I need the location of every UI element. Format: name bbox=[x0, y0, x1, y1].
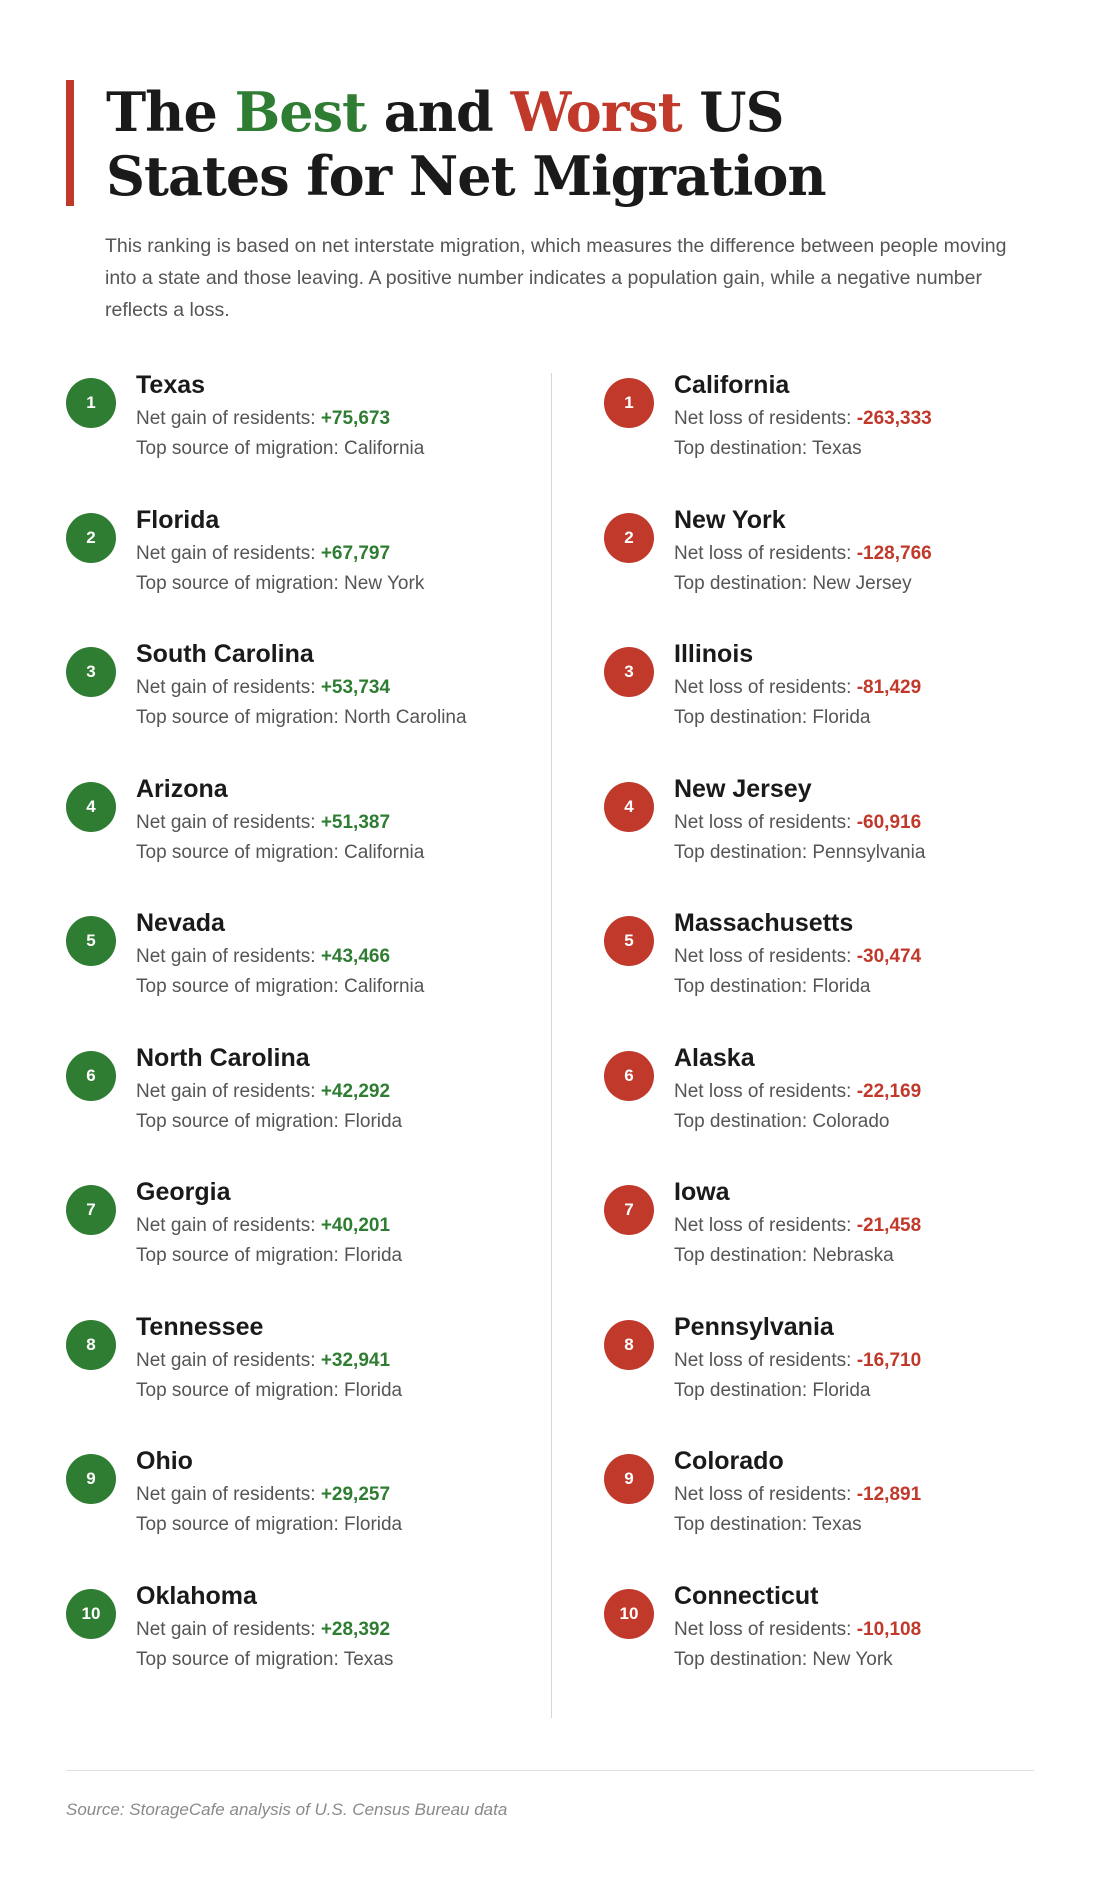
net-change-line bbox=[674, 1077, 921, 1107]
state-name: Massachusetts bbox=[674, 909, 854, 937]
rank-badge: 9 bbox=[66, 1454, 116, 1504]
top-migration-label: Top destination: bbox=[674, 841, 813, 863]
state-name: North Carolina bbox=[136, 1043, 310, 1072]
worst-state-item bbox=[604, 505, 1044, 640]
state-info bbox=[674, 774, 925, 868]
net-change-label: Net gain of residents: bbox=[136, 1080, 321, 1102]
net-change-value: +32,941 bbox=[320, 1349, 391, 1371]
rank-badge: 5 bbox=[604, 916, 654, 966]
top-migration-label: Top source of migration: bbox=[136, 1110, 345, 1132]
net-change-label: Net gain of residents: bbox=[136, 677, 321, 698]
state-name: South Carolina bbox=[136, 640, 314, 668]
top-migration-state: New Jersey bbox=[812, 572, 912, 594]
top-migration-label: Top destination: bbox=[674, 1245, 813, 1266]
rank-badge: 2 bbox=[604, 513, 654, 563]
best-state-item bbox=[66, 908, 506, 1043]
top-migration-label: Top destination: bbox=[674, 1379, 813, 1401]
top-migration-state: Texas bbox=[812, 438, 862, 459]
net-change-line bbox=[674, 539, 932, 569]
top-migration-line bbox=[674, 569, 932, 599]
worst-states-column bbox=[604, 370, 1044, 1715]
net-change-label: Net gain of residents: bbox=[136, 946, 321, 967]
state-info bbox=[674, 1177, 921, 1271]
rank-badge: 10 bbox=[604, 1589, 654, 1639]
rank-badge: 9 bbox=[604, 1454, 654, 1504]
column-divider bbox=[551, 373, 552, 1718]
top-migration-label: Top source of migration: bbox=[136, 841, 345, 863]
net-change-value: +29,257 bbox=[320, 1484, 391, 1505]
state-name: Illinois bbox=[674, 640, 754, 668]
state-info bbox=[136, 370, 424, 464]
top-migration-line bbox=[136, 1107, 402, 1137]
top-migration-line bbox=[136, 1376, 402, 1406]
top-migration-line bbox=[136, 1510, 402, 1540]
top-migration-line bbox=[674, 1107, 921, 1137]
top-migration-label: Top source of migration: bbox=[136, 572, 345, 594]
top-migration-state: Florida bbox=[344, 1245, 403, 1266]
state-info bbox=[136, 639, 467, 733]
top-migration-state: California bbox=[344, 976, 425, 997]
top-migration-line bbox=[674, 838, 925, 868]
top-migration-label: Top source of migration: bbox=[136, 1379, 345, 1401]
net-change-line bbox=[674, 404, 932, 434]
top-migration-line bbox=[674, 1510, 921, 1540]
state-name: Pennsylvania bbox=[674, 1312, 834, 1341]
worst-state-item bbox=[604, 1312, 1044, 1447]
net-change-value: +28,392 bbox=[320, 1618, 391, 1640]
top-migration-state: Florida bbox=[812, 1379, 871, 1401]
rank-badge: 5 bbox=[66, 916, 116, 966]
best-state-item bbox=[66, 1312, 506, 1447]
net-change-label: Net loss of residents: bbox=[674, 1215, 857, 1236]
state-info bbox=[136, 505, 424, 599]
top-migration-label: Top destination: bbox=[674, 1648, 813, 1670]
net-change-label: Net loss of residents: bbox=[674, 677, 857, 698]
state-name: Arizona bbox=[136, 774, 228, 803]
rank-badge: 8 bbox=[66, 1320, 116, 1370]
net-change-line bbox=[136, 673, 467, 703]
rank-badge: 2 bbox=[66, 513, 116, 563]
net-change-value: +40,201 bbox=[320, 1215, 391, 1236]
net-change-label: Net gain of residents: bbox=[136, 1618, 321, 1640]
top-migration-line bbox=[674, 1645, 921, 1675]
net-change-value: +75,673 bbox=[320, 408, 391, 429]
state-info bbox=[136, 908, 424, 1002]
worst-state-item bbox=[604, 1581, 1044, 1716]
net-change-value: -12,891 bbox=[856, 1484, 922, 1505]
state-name: New Jersey bbox=[674, 774, 812, 803]
best-state-item bbox=[66, 1043, 506, 1178]
state-name: Nevada bbox=[136, 909, 225, 937]
net-change-label: Net loss of residents: bbox=[674, 1349, 857, 1371]
net-change-line bbox=[136, 942, 424, 972]
top-migration-label: Top destination: bbox=[674, 1514, 813, 1535]
rank-badge: 3 bbox=[66, 647, 116, 697]
rank-badge: 7 bbox=[66, 1185, 116, 1235]
net-change-line bbox=[136, 1615, 393, 1645]
net-change-value: -16,710 bbox=[856, 1349, 922, 1371]
intro-paragraph: This ranking is based on net interstate migration, which measures the difference between people moving into a state and those leaving. A positive number indicates a population gain, while a negative number reflects a loss. bbox=[105, 235, 1007, 321]
state-info bbox=[136, 774, 424, 868]
top-migration-state: Florida bbox=[344, 1110, 403, 1132]
state-info bbox=[674, 1312, 921, 1406]
state-info bbox=[136, 1177, 402, 1271]
net-change-value: -30,474 bbox=[856, 946, 922, 967]
top-migration-line bbox=[136, 434, 424, 464]
worst-state-item bbox=[604, 1043, 1044, 1178]
net-change-label: Net loss of residents: bbox=[674, 408, 857, 429]
top-migration-label: Top destination: bbox=[674, 1110, 813, 1132]
net-change-label: Net loss of residents: bbox=[674, 542, 857, 564]
worst-state-item bbox=[604, 370, 1044, 505]
net-change-label: Net gain of residents: bbox=[136, 1484, 321, 1505]
top-migration-state: Florida bbox=[812, 976, 871, 997]
net-change-value: +53,734 bbox=[320, 677, 391, 698]
top-migration-line bbox=[674, 703, 921, 733]
top-migration-state: Florida bbox=[344, 1379, 403, 1401]
state-info bbox=[674, 370, 932, 464]
net-change-label: Net loss of residents: bbox=[674, 811, 857, 833]
net-change-line bbox=[136, 1480, 402, 1510]
top-migration-state: Pennsylvania bbox=[812, 841, 926, 863]
net-change-label: Net loss of residents: bbox=[674, 1484, 857, 1505]
net-change-value: -21,458 bbox=[856, 1215, 922, 1236]
rank-badge: 4 bbox=[66, 782, 116, 832]
state-name: Colorado bbox=[674, 1447, 784, 1475]
state-name: Ohio bbox=[136, 1447, 193, 1475]
worst-state-item bbox=[604, 1177, 1044, 1312]
net-change-line bbox=[674, 1615, 921, 1645]
net-change-line bbox=[674, 942, 921, 972]
title-part-1: The bbox=[106, 80, 235, 144]
net-change-value: -60,916 bbox=[856, 811, 922, 833]
state-info bbox=[674, 1446, 921, 1540]
net-change-value: +51,387 bbox=[320, 811, 391, 833]
best-state-item bbox=[66, 1581, 506, 1716]
net-change-label: Net gain of residents: bbox=[136, 1349, 321, 1371]
net-change-line bbox=[136, 1077, 402, 1107]
best-state-item bbox=[66, 1446, 506, 1581]
state-info bbox=[136, 1581, 393, 1675]
top-migration-line bbox=[136, 972, 424, 1002]
top-migration-label: Top source of migration: bbox=[136, 976, 345, 997]
top-migration-state: New York bbox=[812, 1648, 893, 1670]
title-accent-bar bbox=[66, 80, 74, 206]
state-info bbox=[674, 505, 932, 599]
top-migration-line bbox=[136, 1645, 393, 1675]
net-change-value: -22,169 bbox=[856, 1080, 922, 1102]
state-info bbox=[674, 639, 921, 733]
rank-badge: 4 bbox=[604, 782, 654, 832]
rank-badge: 1 bbox=[604, 378, 654, 428]
state-name: Georgia bbox=[136, 1178, 231, 1206]
page-title bbox=[66, 80, 1036, 208]
top-migration-label: Top destination: bbox=[674, 572, 813, 594]
top-migration-state: New York bbox=[344, 572, 425, 594]
top-migration-label: Top source of migration: bbox=[136, 1245, 345, 1266]
title-line-2: States for Net Migration bbox=[106, 144, 826, 208]
net-change-line bbox=[136, 404, 424, 434]
net-change-label: Net gain of residents: bbox=[136, 408, 321, 429]
top-migration-line bbox=[136, 1241, 402, 1271]
net-change-line bbox=[136, 808, 424, 838]
source-note: Source: StorageCafe analysis of U.S. Census Bureau data bbox=[66, 1800, 508, 1819]
net-change-line bbox=[674, 1480, 921, 1510]
net-change-value: +42,292 bbox=[320, 1080, 391, 1102]
title-worst-word: Worst bbox=[510, 80, 682, 144]
top-migration-label: Top source of migration: bbox=[136, 1648, 344, 1670]
net-change-line bbox=[674, 1211, 921, 1241]
rank-badge: 8 bbox=[604, 1320, 654, 1370]
top-migration-state: Texas bbox=[812, 1514, 862, 1535]
net-change-label: Net gain of residents: bbox=[136, 811, 321, 833]
top-migration-state: Colorado bbox=[812, 1110, 890, 1132]
best-state-item bbox=[66, 774, 506, 909]
state-info bbox=[136, 1446, 402, 1540]
state-name: New York bbox=[674, 505, 786, 534]
best-state-item bbox=[66, 370, 506, 505]
top-migration-line bbox=[674, 1376, 921, 1406]
net-change-label: Net gain of residents: bbox=[136, 542, 321, 564]
state-name: Florida bbox=[136, 505, 220, 534]
top-migration-label: Top source of migration: bbox=[136, 1514, 345, 1535]
state-name: Oklahoma bbox=[136, 1581, 257, 1610]
state-name: Iowa bbox=[674, 1178, 730, 1206]
top-migration-label: Top source of migration: bbox=[136, 438, 345, 459]
top-migration-label: Top destination: bbox=[674, 976, 813, 997]
state-info bbox=[674, 1043, 921, 1137]
net-change-line bbox=[674, 673, 921, 703]
top-migration-state: California bbox=[344, 841, 425, 863]
top-migration-state: Florida bbox=[812, 707, 871, 728]
rank-badge: 6 bbox=[604, 1051, 654, 1101]
state-info bbox=[136, 1312, 402, 1406]
net-change-line bbox=[674, 808, 925, 838]
state-info bbox=[136, 1043, 402, 1137]
rank-badge: 10 bbox=[66, 1589, 116, 1639]
net-change-label: Net loss of residents: bbox=[674, 1618, 857, 1640]
rank-badge: 3 bbox=[604, 647, 654, 697]
top-migration-label: Top destination: bbox=[674, 438, 813, 459]
top-migration-line bbox=[674, 1241, 921, 1271]
net-change-value: -128,766 bbox=[856, 542, 932, 564]
best-state-item bbox=[66, 639, 506, 774]
top-migration-state: Florida bbox=[344, 1514, 403, 1535]
top-migration-state: California bbox=[344, 438, 425, 459]
top-migration-label: Top destination: bbox=[674, 707, 813, 728]
top-migration-state: Nebraska bbox=[812, 1245, 894, 1266]
net-change-line bbox=[136, 1211, 402, 1241]
worst-state-item bbox=[604, 1446, 1044, 1581]
top-migration-state: North Carolina bbox=[344, 707, 467, 728]
best-state-item bbox=[66, 1177, 506, 1312]
net-change-line bbox=[136, 1346, 402, 1376]
state-name: Connecticut bbox=[674, 1581, 819, 1610]
net-change-value: -263,333 bbox=[856, 408, 932, 429]
top-migration-line bbox=[136, 569, 424, 599]
best-state-item bbox=[66, 505, 506, 640]
rank-badge: 6 bbox=[66, 1051, 116, 1101]
rank-badge: 1 bbox=[66, 378, 116, 428]
net-change-value: -10,108 bbox=[856, 1618, 922, 1640]
state-name: Tennessee bbox=[136, 1312, 264, 1341]
state-info bbox=[674, 1581, 921, 1675]
state-name: Texas bbox=[136, 371, 206, 399]
net-change-value: -81,429 bbox=[856, 677, 922, 698]
net-change-value: +67,797 bbox=[320, 542, 391, 564]
state-name: Alaska bbox=[674, 1043, 755, 1072]
net-change-line bbox=[136, 539, 424, 569]
state-name: California bbox=[674, 371, 790, 399]
top-migration-label: Top source of migration: bbox=[136, 707, 345, 728]
worst-state-item bbox=[604, 908, 1044, 1043]
title-best-word: Best bbox=[234, 80, 366, 144]
net-change-label: Net gain of residents: bbox=[136, 1215, 321, 1236]
top-migration-line bbox=[136, 838, 424, 868]
best-states-column bbox=[66, 370, 506, 1715]
rank-badge: 7 bbox=[604, 1185, 654, 1235]
worst-state-item bbox=[604, 639, 1044, 774]
net-change-value: +43,466 bbox=[320, 946, 391, 967]
rankings bbox=[66, 370, 1034, 1718]
title-part-2: and bbox=[365, 80, 511, 144]
state-info bbox=[674, 908, 921, 1002]
footer-divider bbox=[66, 1770, 1034, 1771]
title-part-3: US bbox=[681, 80, 784, 144]
net-change-line bbox=[674, 1346, 921, 1376]
top-migration-line bbox=[674, 972, 921, 1002]
net-change-label: Net loss of residents: bbox=[674, 1080, 857, 1102]
worst-state-item bbox=[604, 774, 1044, 909]
header bbox=[66, 80, 1036, 208]
top-migration-state: Texas bbox=[343, 1648, 394, 1670]
top-migration-line bbox=[674, 434, 932, 464]
net-change-label: Net loss of residents: bbox=[674, 946, 857, 967]
top-migration-line bbox=[136, 703, 467, 733]
